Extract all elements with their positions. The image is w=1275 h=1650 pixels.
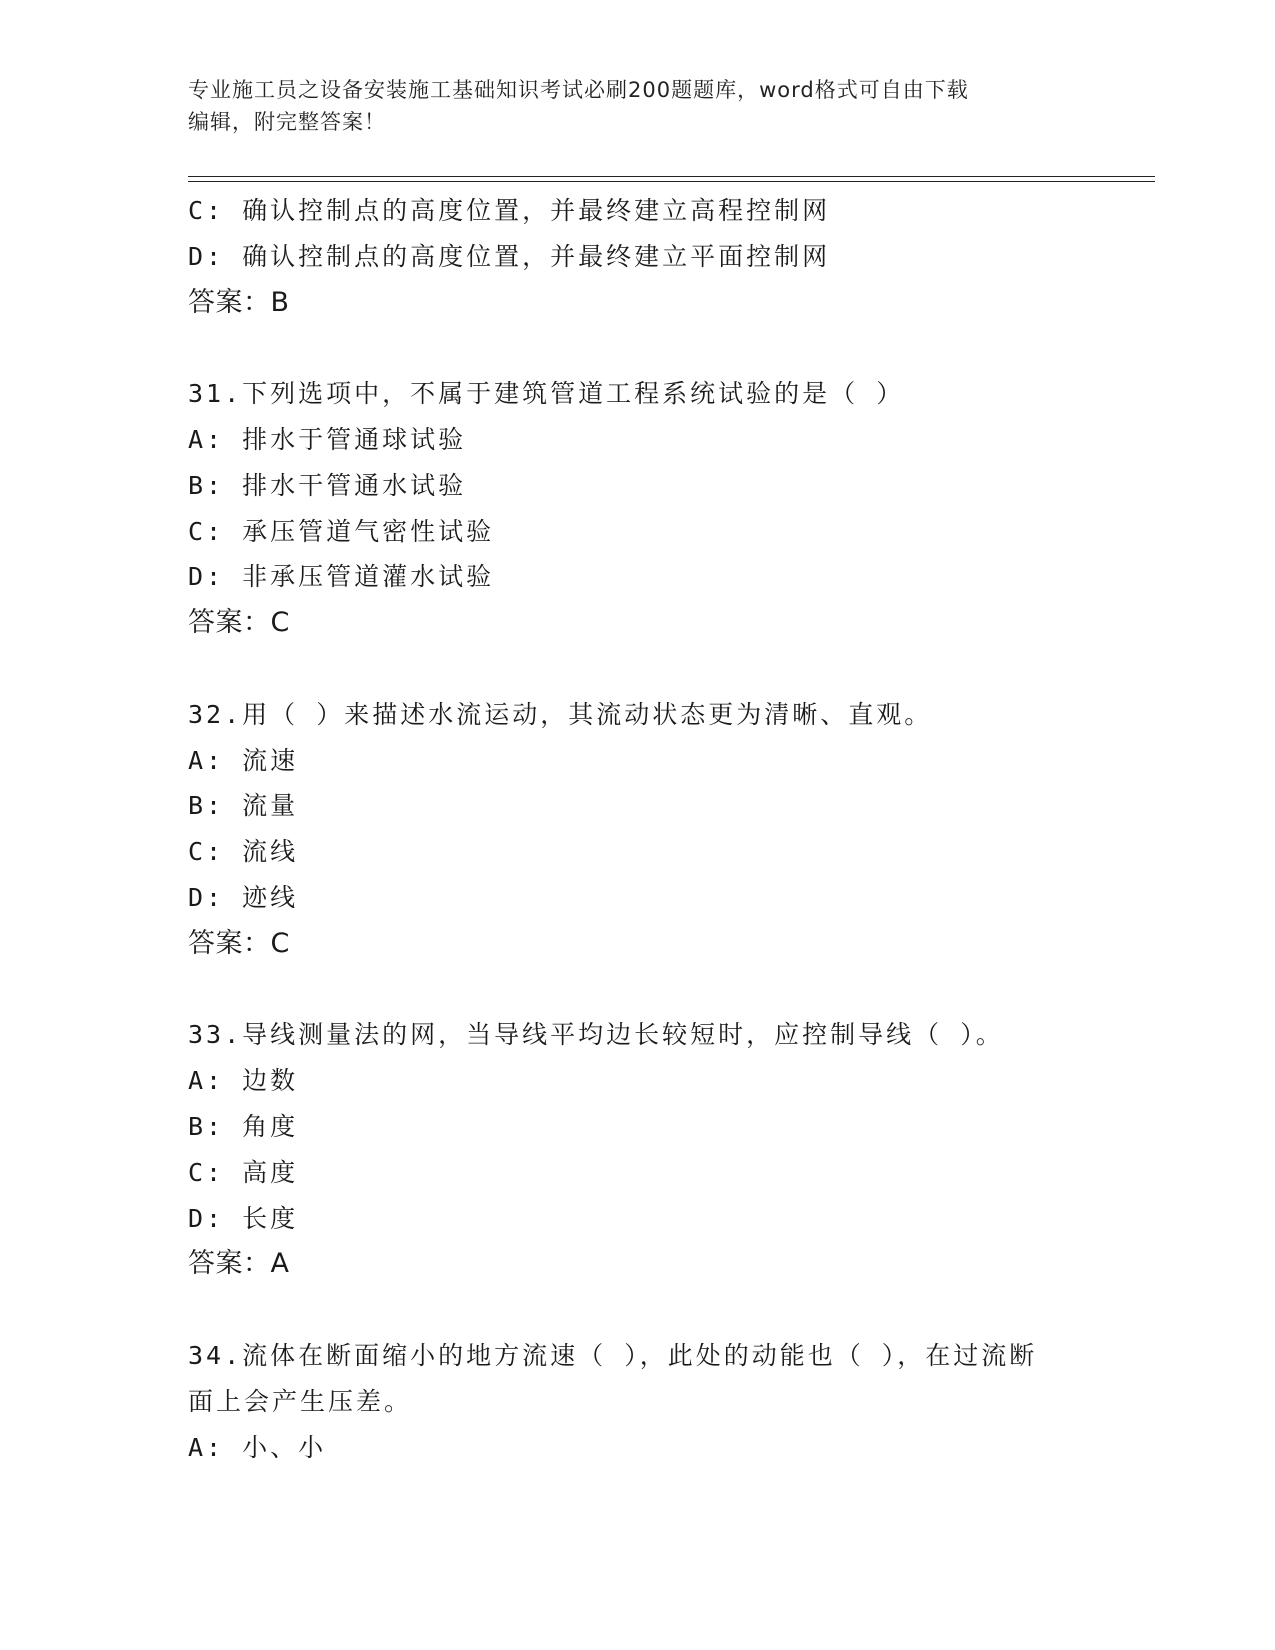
question-stem: 33.导线测量法的网，当导线平均边长较短时，应控制导线（ ）。 [188,1020,1004,1050]
question-stem: 31.下列选项中，不属于建筑管道工程系统试验的是（ ） [188,379,905,409]
option-a: A: 边数 [188,1066,299,1096]
spacer [188,967,1088,1013]
document-body [188,188,1088,1470]
option-c: C: 流线 [188,837,299,867]
option-c: C: 承压管道气密性试验 [188,516,495,546]
question-stem-line-2: 面上会产生压差。 [188,1386,413,1416]
question-32 [188,692,1088,967]
header-divider-top [188,176,1155,177]
option-b: B: 排水干管通水试验 [188,470,467,500]
option-a: A: 排水于管通球试验 [188,424,467,454]
question-33 [188,1012,1088,1287]
option-b: B: 流量 [188,791,299,821]
header-divider-bottom [188,181,1155,182]
header-title-line-1: 专业施工员之设备安装施工基础知识考试必刷200题题库，word格式可自由下载 [188,78,969,102]
option-d: D: 确认控制点的高度位置，并最终建立平面控制网 [188,241,831,271]
header-title-line-2: 编辑，附完整答案！ [188,110,386,134]
option-d: D: 迹线 [188,882,299,912]
spacer [188,1287,1088,1333]
option-c: C: 高度 [188,1157,299,1187]
answer-label: 答案：C [188,607,290,639]
page-header [188,74,1068,138]
option-c: C: 确认控制点的高度位置，并最终建立高程控制网 [188,196,831,225]
question-stem-line-1: 34.流体在断面缩小的地方流速（ ），此处的动能也（ ），在过流断 [188,1340,1038,1370]
answer-label: 答案：A [188,1248,290,1280]
question-34 [188,1333,1088,1470]
option-a: A: 流速 [188,745,299,775]
question-31 [188,371,1088,646]
spacer [188,646,1088,692]
spacer [188,325,1088,371]
answer-label: 答案：C [188,927,290,959]
option-a: A: 小、小 [188,1432,327,1462]
question-stem: 32.用（ ）来描述水流运动，其流动状态更为清晰、直观。 [188,699,933,729]
option-b: B: 角度 [188,1111,299,1141]
option-d: D: 长度 [188,1203,299,1233]
answer-label: 答案：B [188,286,290,318]
option-d: D: 非承压管道灌水试验 [188,562,495,592]
previous-question [188,188,1088,325]
